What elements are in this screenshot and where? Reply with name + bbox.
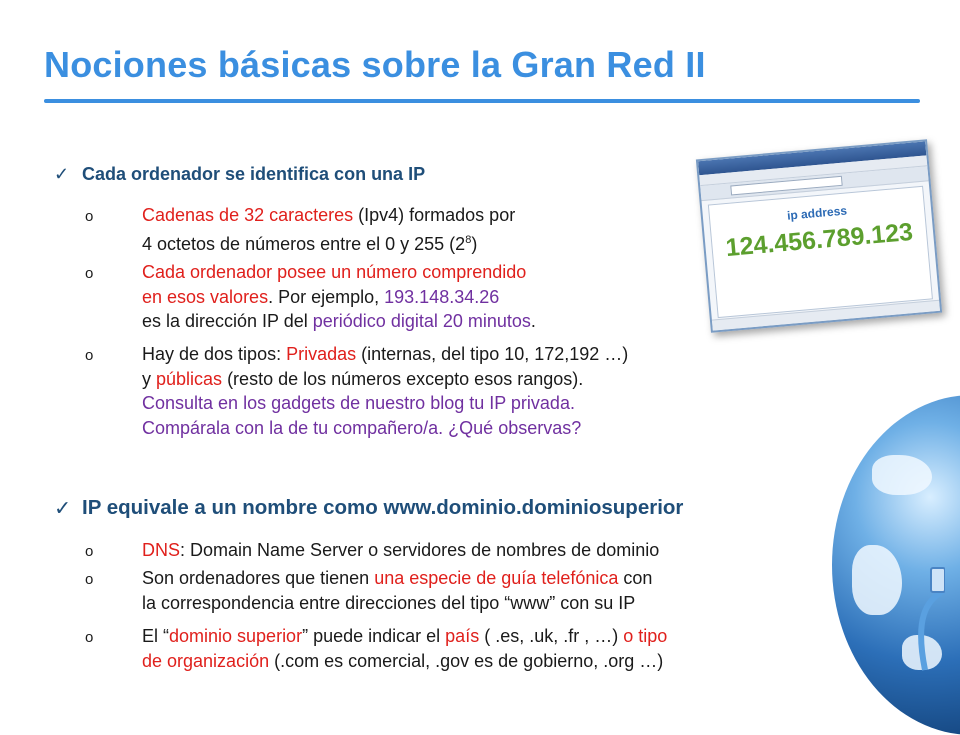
section1-bullet (54, 164, 426, 185)
section2-item-1 (85, 538, 842, 563)
item-text (142, 203, 842, 256)
section2-heading: IP equivale a un nombre como www.dominio.dominiosuperior (82, 496, 684, 519)
text-run: una especie de guía telefónica (374, 568, 619, 588)
text-run: Privadas (286, 344, 357, 364)
network-cable-icon (905, 560, 945, 680)
text-line (142, 309, 842, 334)
text-run: (Ipv4) formados por (353, 205, 516, 225)
text-run: Son ordenadores que tienen (142, 568, 375, 588)
text-run: 8 (465, 233, 472, 246)
check-icon: ✓ (54, 497, 72, 520)
text-run: Cadenas de 32 caracteres (142, 205, 354, 225)
section1-heading: Cada ordenador se identifica con una IP (82, 164, 426, 184)
section1-item-2 (85, 260, 842, 334)
text-run: El “ (142, 626, 169, 646)
text-run: con (618, 568, 653, 588)
text-run: (internas, del tipo 10, 172,192 …) (356, 344, 629, 364)
text-run: es la dirección IP del (142, 311, 313, 331)
text-run: dominio superior (169, 626, 303, 646)
sub-bullet-icon: o (85, 347, 94, 364)
text-line (142, 591, 842, 616)
text-run: (resto de los números excepto esos rangos). (222, 368, 584, 389)
text-run: Compárala con la de tu compañero/a. ¿Qué observas? (142, 417, 582, 438)
text-run: y (142, 368, 157, 389)
text-run: en esos valores (142, 286, 269, 307)
item-text (142, 342, 842, 440)
text-line (142, 367, 842, 392)
text-run: 4 octetos de números entre el 0 y 255 (2 (142, 233, 466, 254)
text-run: país (445, 626, 480, 646)
text-run: . Por ejemplo, (268, 286, 385, 307)
sub-bullet-icon: o (85, 208, 94, 225)
section1-item-3 (85, 342, 842, 440)
text-run: ” puede indicar el (302, 626, 446, 646)
section2-item-3 (85, 624, 842, 673)
text-line (142, 391, 842, 416)
sub-bullet-icon: o (85, 571, 94, 588)
text-run: : Domain Name Server o servidores de nombres de dominio (180, 540, 660, 560)
sub-bullet-icon: o (85, 629, 94, 646)
text-run: públicas (156, 368, 223, 389)
text-line (142, 203, 842, 228)
text-line (142, 416, 842, 441)
text-run: DNS (142, 540, 181, 560)
section1-item-1 (85, 203, 842, 256)
item-text (142, 566, 842, 615)
text-run: periódico digital 20 minutos (312, 311, 531, 331)
text-run: Consulta en los gadgets de nuestro blog tu IP privada. (142, 393, 575, 413)
text-run: (.com es comercial, .gov es de gobierno, .org …) (269, 650, 664, 671)
text-run: Hay de dos tipos: (142, 344, 287, 364)
text-line (142, 538, 842, 563)
text-line (142, 649, 842, 674)
globe-landmass (872, 455, 932, 495)
text-line (142, 285, 842, 310)
ip-address-label: ip address (786, 203, 848, 223)
text-line (142, 624, 842, 649)
item-text (142, 624, 842, 673)
text-run: Cada ordenador posee un número comprendido (142, 262, 527, 282)
text-line (142, 228, 842, 257)
check-icon: ✓ (54, 164, 70, 184)
sub-bullet-icon: o (85, 265, 94, 282)
item-text (142, 260, 842, 334)
text-run: ) (471, 233, 478, 254)
text-run: la correspondencia entre direcciones del tipo “www” con su IP (142, 592, 636, 613)
section2-bullet (54, 496, 684, 520)
text-run: ( .es, .uk, .fr , …) (479, 626, 624, 646)
text-run: o tipo (623, 626, 668, 646)
text-line (142, 342, 842, 367)
slide-title: Nociones básicas sobre la Gran Red II (44, 44, 706, 85)
text-line (142, 260, 842, 285)
text-run: de organización (142, 650, 270, 671)
globe-landmass (852, 545, 902, 615)
section2-item-2 (85, 566, 842, 615)
text-line (142, 566, 842, 591)
ip-address-value: 124.456.789.123 (724, 217, 915, 263)
item-text (142, 538, 842, 563)
text-run: . (530, 311, 536, 331)
text-run: 193.148.34.26 (384, 286, 500, 307)
title-underline (44, 99, 920, 103)
sub-bullet-icon: o (85, 543, 94, 560)
